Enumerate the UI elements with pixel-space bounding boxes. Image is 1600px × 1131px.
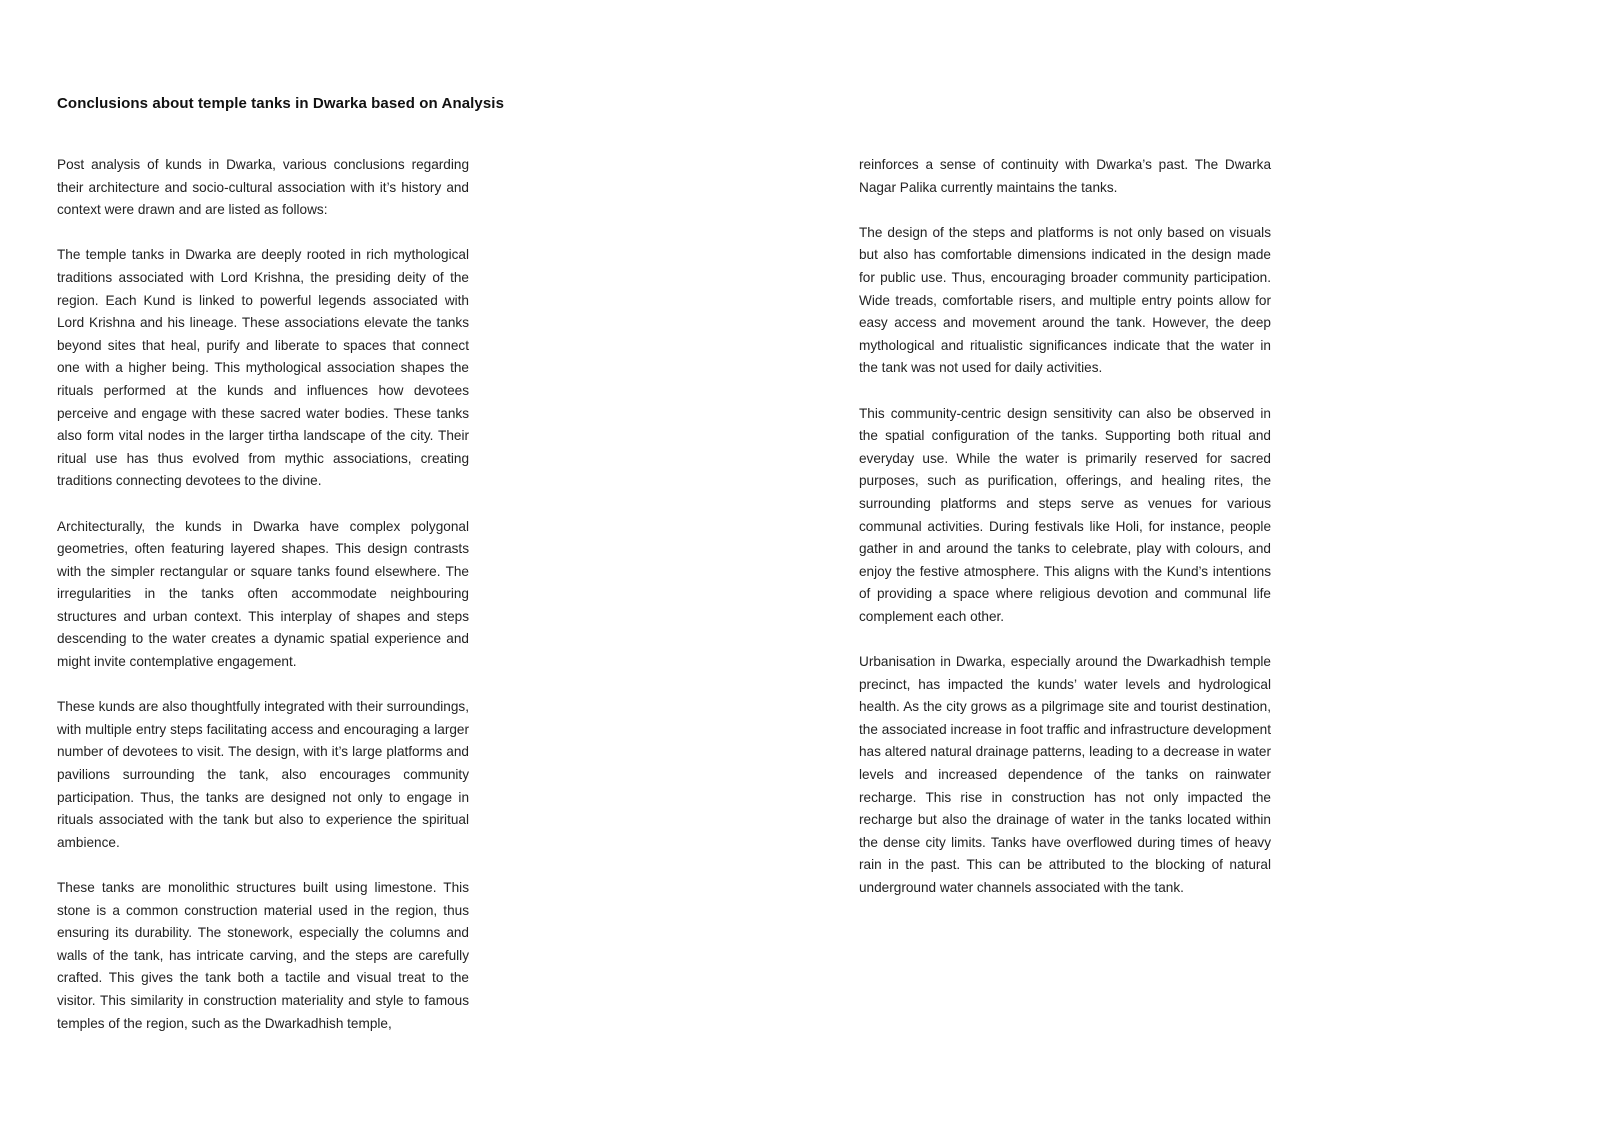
paragraph-mythology: The temple tanks in Dwarka are deeply rooted in rich mythological traditions associated with Lord Krishna, the presiding deity of the region. Each Kund is linked to powerful legends associated with Lord Krishna and his lineage. These associations elevate the tanks beyond sites that heal, purify and liberate to spaces that connect one with a higher being. This mythological association shapes the rituals performed at the kunds and influences how devotees perceive and engage with these sacred water bodies. These tanks also form vital nodes in the larger tirtha landscape of the city. Their ritual use has thus evolved from mythic associations, creating traditions connecting devotees to the divine. [57,247,469,489]
paragraph-architecture: Architecturally, the kunds in Dwarka have complex polygonal geometries, often featuring layered shapes. This design contrasts with the simpler rectangular or square tanks found elsewhere. The irregularities in the tanks often accommodate neighbouring structures and urban context. This interplay of shapes and steps descending to the water creates a dynamic spatial experience and might invite contemplative engagement. [57,518,469,670]
left-column [57,154,469,1035]
paragraph-materials: These tanks are monolithic structures built using limestone. This stone is a common construction material used in the region, thus ensuring its durability. The stonework, especially the columns and walls of the tank, has intricate carving, and the steps are carefully crafted. This gives the tank both a tactile and visual treat to the visitor. This similarity in construction materiality and style to famous temples of the region, such as the Dwarkadhish temple, [57,880,469,1031]
paragraph-urbanisation: Urbanisation in Dwarka, especially around the Dwarkadhish temple precinct, has impacted the kunds’ water levels and hydrological health. As the city grows as a pilgrimage site and tourist destination, the associated increase in foot traffic and infrastructure development has altered natural drainage patterns, leading to a decrease in water levels and increased dependence of the tanks on rainwater recharge. This rise in construction has not only impacted the recharge but also the drainage of water in the tanks located within the dense city limits. Tanks have overflowed during times of heavy rain in the past. This can be attributed to the blocking of natural underground water channels associated with the tank. [859,654,1271,895]
paragraph-community: This community-centric design sensitivity can also be observed in the spatial configuration of the tanks. Supporting both ritual and everyday use. While the water is primarily reserved for sacred purposes, such as purification, offerings, and healing rites, the surrounding platforms and steps serve as venues for various communal activities. During festivals like Holi, for instance, people gather in and around the tanks to celebrate, play with colours, and enjoy the festive atmosphere. This aligns with the Kund’s intentions of providing a space where religious devotion and communal life complement each other. [859,405,1271,624]
paragraph-continuity: reinforces a sense of continuity with Dwarka’s past. The Dwarka Nagar Palika currently maintains the tanks. [859,157,1271,195]
paragraph-intro: Post analysis of kunds in Dwarka, various conclusions regarding their architecture and socio-cultural association with it’s history and context were drawn and are listed as follows: [57,157,469,218]
paragraph-integration: These kunds are also thoughtfully integrated with their surroundings, with multiple entry steps facilitating access and encouraging a larger number of devotees to visit. The design, with it’s large platforms and pavilions surrounding the tank, also encourages community participation. Thus, the tanks are designed not only to engage in rituals associated with the tank but also to experience the spiritual ambience. [57,699,469,850]
page-title: Conclusions about temple tanks in Dwarka based on Analysis [57,95,505,112]
paragraph-steps-design: The design of the steps and platforms is not only based on visuals but also has comfortable dimensions indicated in the design made for public use. Thus, encouraging broader community participation. Wide treads, comfortable risers, and multiple entry points allow for easy access and movement around the tank. However, the deep mythological and ritualistic significances indicate that the water in the tank was not used for daily activities. [859,224,1271,376]
right-column [859,154,1271,900]
